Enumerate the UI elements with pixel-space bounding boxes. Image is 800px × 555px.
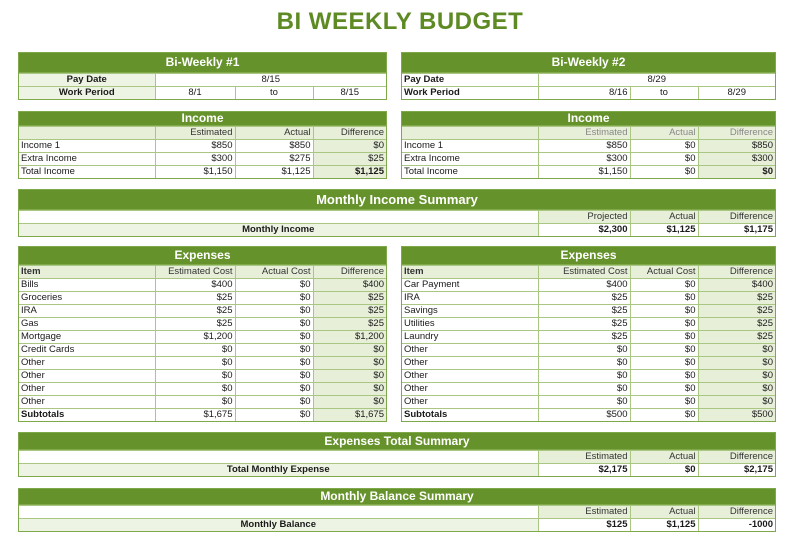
summary-label-blank xyxy=(19,211,538,224)
expense-item[interactable]: Groceries xyxy=(19,292,155,305)
monthly-balance-summary-table xyxy=(19,505,775,531)
expense-estimated[interactable]: $25 xyxy=(155,292,235,305)
total-monthly-expense-actual: $0 xyxy=(630,464,698,477)
pay-date-label: Pay Date xyxy=(402,74,538,87)
expense-difference: $25 xyxy=(313,305,386,318)
monthly-balance-estimated: $125 xyxy=(538,519,630,532)
income-estimated[interactable]: $850 xyxy=(538,140,630,153)
income-item: Total Income xyxy=(402,166,538,179)
monthly-balance-summary xyxy=(18,488,776,532)
summary-col-actual: Actual xyxy=(630,451,698,464)
expense-difference: $0 xyxy=(698,357,775,370)
table-row xyxy=(402,370,775,383)
expense-item[interactable]: Gas xyxy=(19,318,155,331)
expense-item[interactable]: Bills xyxy=(19,279,155,292)
table-row xyxy=(402,305,775,318)
income-row xyxy=(19,140,386,153)
expenses-total-summary xyxy=(18,432,776,477)
expense-actual[interactable]: $0 xyxy=(235,331,313,344)
summary-col-projected: Projected xyxy=(538,211,630,224)
income-header-2: Income xyxy=(402,112,775,126)
monthly-income-summary-table xyxy=(19,210,775,236)
income-total-row xyxy=(402,166,775,179)
expense-item[interactable]: Other xyxy=(402,370,538,383)
table-row xyxy=(19,305,386,318)
table-row xyxy=(402,318,775,331)
expense-difference: $1,200 xyxy=(313,331,386,344)
biweekly-2-header: Bi-Weekly #2 xyxy=(402,53,775,73)
income-estimated[interactable]: $850 xyxy=(155,140,235,153)
monthly-balance-label: Monthly Balance xyxy=(19,519,538,532)
expense-item[interactable]: Other xyxy=(19,396,155,409)
biweekly-1-panel xyxy=(18,52,387,100)
expense-estimated[interactable]: $0 xyxy=(538,344,630,357)
work-period-to: to xyxy=(630,87,698,100)
income-panel-2 xyxy=(401,111,776,179)
summary-label-blank xyxy=(19,506,538,519)
income-actual[interactable]: $0 xyxy=(630,153,698,166)
income-table-2 xyxy=(402,126,775,178)
expense-item[interactable]: Mortgage xyxy=(19,331,155,344)
page-title: BI WEEKLY BUDGET xyxy=(276,8,524,35)
expense-actual[interactable]: $0 xyxy=(630,292,698,305)
pay-date-label: Pay Date xyxy=(19,74,155,87)
summary-col-actual: Actual xyxy=(630,506,698,519)
summary-col-difference: Difference xyxy=(698,506,775,519)
expense-actual[interactable]: $0 xyxy=(235,357,313,370)
subtotal-difference: $1,675 xyxy=(313,409,386,422)
summary-col-difference: Difference xyxy=(698,451,775,464)
table-row xyxy=(19,344,386,357)
expense-estimated[interactable]: $25 xyxy=(155,305,235,318)
expense-estimated[interactable]: $0 xyxy=(538,383,630,396)
summary-col-actual: Actual xyxy=(630,211,698,224)
expenses-col-estimated: Estimated Cost xyxy=(538,266,630,279)
income-difference: $300 xyxy=(698,153,775,166)
expense-estimated[interactable]: $0 xyxy=(538,370,630,383)
expense-estimated[interactable]: $25 xyxy=(155,318,235,331)
table-row xyxy=(402,357,775,370)
expense-item[interactable]: Other xyxy=(402,383,538,396)
summary-row xyxy=(19,464,775,477)
expense-difference: $0 xyxy=(313,383,386,396)
expense-difference: $0 xyxy=(313,357,386,370)
expense-difference: $0 xyxy=(698,396,775,409)
income-col-actual: Actual xyxy=(630,127,698,140)
expense-actual[interactable]: $0 xyxy=(235,344,313,357)
monthly-income-difference: $1,175 xyxy=(698,224,775,237)
income-col-item xyxy=(402,127,538,140)
table-row xyxy=(402,279,775,292)
income-actual: $1,125 xyxy=(235,166,313,179)
expenses-col-actual: Actual Cost xyxy=(235,266,313,279)
subtotal-label: Subtotals xyxy=(19,409,155,422)
income-difference: $1,125 xyxy=(313,166,386,179)
income-item[interactable]: Income 1 xyxy=(19,140,155,153)
expense-item[interactable]: Laundry xyxy=(402,331,538,344)
summary-col-estimated: Estimated xyxy=(538,451,630,464)
work-period-label: Work Period xyxy=(19,87,155,100)
income-actual[interactable]: $275 xyxy=(235,153,313,166)
expenses-col-difference: Difference xyxy=(698,266,775,279)
work-period-end[interactable]: 8/15 xyxy=(313,87,386,100)
subtotal-difference: $500 xyxy=(698,409,775,422)
income-table-1 xyxy=(19,126,386,178)
income-difference: $850 xyxy=(698,140,775,153)
expense-actual[interactable]: $0 xyxy=(630,344,698,357)
subtotal-actual: $0 xyxy=(235,409,313,422)
income-difference: $0 xyxy=(313,140,386,153)
expense-actual[interactable]: $0 xyxy=(235,383,313,396)
pay-date-value[interactable]: 8/15 xyxy=(155,74,386,87)
monthly-income-projected: $2,300 xyxy=(538,224,630,237)
income-total-row xyxy=(19,166,386,179)
expense-item[interactable]: IRA xyxy=(402,292,538,305)
expense-estimated[interactable]: $400 xyxy=(155,279,235,292)
expenses-subtotal-row xyxy=(19,409,386,422)
expense-difference: $0 xyxy=(698,344,775,357)
expense-actual[interactable]: $0 xyxy=(235,292,313,305)
expense-estimated[interactable]: $0 xyxy=(538,396,630,409)
expenses-header-2: Expenses xyxy=(402,247,775,265)
income-panel-1 xyxy=(18,111,387,179)
income-estimated[interactable]: $300 xyxy=(155,153,235,166)
pay-date-value[interactable]: 8/29 xyxy=(538,74,775,87)
expenses-table-1 xyxy=(19,265,386,421)
table-row xyxy=(19,396,386,409)
income-item: Total Income xyxy=(19,166,155,179)
expense-estimated[interactable]: $25 xyxy=(538,305,630,318)
subtotal-label: Subtotals xyxy=(402,409,538,422)
expense-difference: $25 xyxy=(698,318,775,331)
expense-estimated[interactable]: $0 xyxy=(155,344,235,357)
monthly-balance-difference: -1000 xyxy=(698,519,775,532)
expense-actual[interactable]: $0 xyxy=(630,331,698,344)
expense-item[interactable]: Savings xyxy=(402,305,538,318)
expense-item[interactable]: Other xyxy=(402,344,538,357)
income-difference: $0 xyxy=(698,166,775,179)
monthly-balance-actual: $1,125 xyxy=(630,519,698,532)
total-monthly-expense-difference: $2,175 xyxy=(698,464,775,477)
monthly-income-summary xyxy=(18,189,776,237)
table-row xyxy=(19,357,386,370)
expense-estimated[interactable]: $0 xyxy=(538,357,630,370)
table-row xyxy=(19,331,386,344)
income-col-actual: Actual xyxy=(235,127,313,140)
income-col-estimated: Estimated xyxy=(538,127,630,140)
expense-estimated[interactable]: $1,200 xyxy=(155,331,235,344)
expenses-subtotal-row xyxy=(402,409,775,422)
summary-row xyxy=(19,224,775,237)
expenses-col-actual: Actual Cost xyxy=(630,266,698,279)
expense-estimated[interactable]: $400 xyxy=(538,279,630,292)
total-monthly-expense-label: Total Monthly Expense xyxy=(19,464,538,477)
expense-estimated[interactable]: $0 xyxy=(155,383,235,396)
expense-item[interactable]: Other xyxy=(19,357,155,370)
income-col-item xyxy=(19,127,155,140)
income-col-difference: Difference xyxy=(698,127,775,140)
expense-difference: $400 xyxy=(313,279,386,292)
expenses-col-item: Item xyxy=(19,266,155,279)
income-estimated: $1,150 xyxy=(155,166,235,179)
expense-actual[interactable]: $0 xyxy=(630,318,698,331)
expense-estimated[interactable]: $25 xyxy=(538,318,630,331)
income-item[interactable]: Income 1 xyxy=(402,140,538,153)
income-col-difference: Difference xyxy=(313,127,386,140)
income-estimated: $1,150 xyxy=(538,166,630,179)
table-row xyxy=(19,279,386,292)
work-period-start[interactable]: 8/1 xyxy=(155,87,235,100)
expense-actual[interactable]: $0 xyxy=(630,370,698,383)
expenses-table-2 xyxy=(402,265,775,421)
expense-estimated[interactable]: $0 xyxy=(155,357,235,370)
expense-actual[interactable]: $0 xyxy=(630,279,698,292)
expense-difference: $0 xyxy=(313,344,386,357)
expenses-total-summary-header: Expenses Total Summary xyxy=(19,433,775,450)
income-actual[interactable]: $850 xyxy=(235,140,313,153)
expenses-col-item: Item xyxy=(402,266,538,279)
subtotal-actual: $0 xyxy=(630,409,698,422)
income-header-1: Income xyxy=(19,112,386,126)
work-period-start[interactable]: 8/16 xyxy=(538,87,630,100)
expenses-header-1: Expenses xyxy=(19,247,386,265)
income-item[interactable]: Extra Income xyxy=(402,153,538,166)
expense-item[interactable]: IRA xyxy=(19,305,155,318)
expense-item[interactable]: Credit Cards xyxy=(19,344,155,357)
expense-item[interactable]: Utilities xyxy=(402,318,538,331)
expense-item[interactable]: Car Payment xyxy=(402,279,538,292)
income-col-estimated: Estimated xyxy=(155,127,235,140)
table-row xyxy=(402,331,775,344)
income-item[interactable]: Extra Income xyxy=(19,153,155,166)
income-row xyxy=(402,153,775,166)
expense-actual[interactable]: $0 xyxy=(235,305,313,318)
expense-difference: $0 xyxy=(313,396,386,409)
expenses-col-difference: Difference xyxy=(313,266,386,279)
expenses-rows-2 xyxy=(402,279,775,409)
summary-col-difference: Difference xyxy=(698,211,775,224)
expense-item[interactable]: Other xyxy=(402,396,538,409)
expense-actual[interactable]: $0 xyxy=(235,318,313,331)
expense-difference: $400 xyxy=(698,279,775,292)
table-row xyxy=(19,318,386,331)
expense-actual[interactable]: $0 xyxy=(630,396,698,409)
expenses-panel-2 xyxy=(401,246,776,422)
expense-actual[interactable]: $0 xyxy=(630,357,698,370)
biweekly-2-dates xyxy=(402,73,775,99)
expense-actual[interactable]: $0 xyxy=(235,370,313,383)
total-monthly-expense-estimated: $2,175 xyxy=(538,464,630,477)
expense-difference: $25 xyxy=(698,292,775,305)
table-row xyxy=(402,396,775,409)
expense-difference: $25 xyxy=(313,292,386,305)
expense-difference: $0 xyxy=(313,370,386,383)
work-period-label: Work Period xyxy=(402,87,538,100)
income-estimated[interactable]: $300 xyxy=(538,153,630,166)
expenses-rows-1 xyxy=(19,279,386,409)
work-period-end[interactable]: 8/29 xyxy=(698,87,775,100)
expense-actual[interactable]: $0 xyxy=(630,383,698,396)
expense-estimated[interactable]: $0 xyxy=(155,396,235,409)
expense-difference: $25 xyxy=(698,305,775,318)
expense-difference: $0 xyxy=(698,383,775,396)
monthly-income-label: Monthly Income xyxy=(19,224,538,237)
monthly-balance-summary-header: Monthly Balance Summary xyxy=(19,489,775,505)
subtotal-estimated: $1,675 xyxy=(155,409,235,422)
income-row xyxy=(402,140,775,153)
biweekly-1-dates xyxy=(19,73,386,99)
expense-estimated[interactable]: $0 xyxy=(155,370,235,383)
income-row xyxy=(19,153,386,166)
expense-item[interactable]: Other xyxy=(19,370,155,383)
monthly-income-actual: $1,125 xyxy=(630,224,698,237)
income-difference: $25 xyxy=(313,153,386,166)
summary-row xyxy=(19,519,775,532)
summary-label-blank xyxy=(19,451,538,464)
expense-actual[interactable]: $0 xyxy=(235,396,313,409)
expense-actual[interactable]: $0 xyxy=(630,305,698,318)
income-actual: $0 xyxy=(630,166,698,179)
expense-difference: $0 xyxy=(698,370,775,383)
table-row xyxy=(19,292,386,305)
table-row xyxy=(19,370,386,383)
expense-difference: $25 xyxy=(313,318,386,331)
work-period-to: to xyxy=(235,87,313,100)
expense-actual[interactable]: $0 xyxy=(235,279,313,292)
table-row xyxy=(402,383,775,396)
expense-estimated[interactable]: $25 xyxy=(538,292,630,305)
subtotal-estimated: $500 xyxy=(538,409,630,422)
expense-item[interactable]: Other xyxy=(19,383,155,396)
expense-difference: $25 xyxy=(698,331,775,344)
biweekly-2-panel xyxy=(401,52,776,100)
expense-estimated[interactable]: $25 xyxy=(538,331,630,344)
biweekly-1-header: Bi-Weekly #1 xyxy=(19,53,386,73)
table-row xyxy=(402,292,775,305)
income-actual[interactable]: $0 xyxy=(630,140,698,153)
table-row xyxy=(402,344,775,357)
table-row xyxy=(19,383,386,396)
expenses-panel-1 xyxy=(18,246,387,422)
expenses-total-summary-table xyxy=(19,450,775,476)
monthly-income-summary-header: Monthly Income Summary xyxy=(19,190,775,210)
expense-item[interactable]: Other xyxy=(402,357,538,370)
expenses-col-estimated: Estimated Cost xyxy=(155,266,235,279)
summary-col-estimated: Estimated xyxy=(538,506,630,519)
